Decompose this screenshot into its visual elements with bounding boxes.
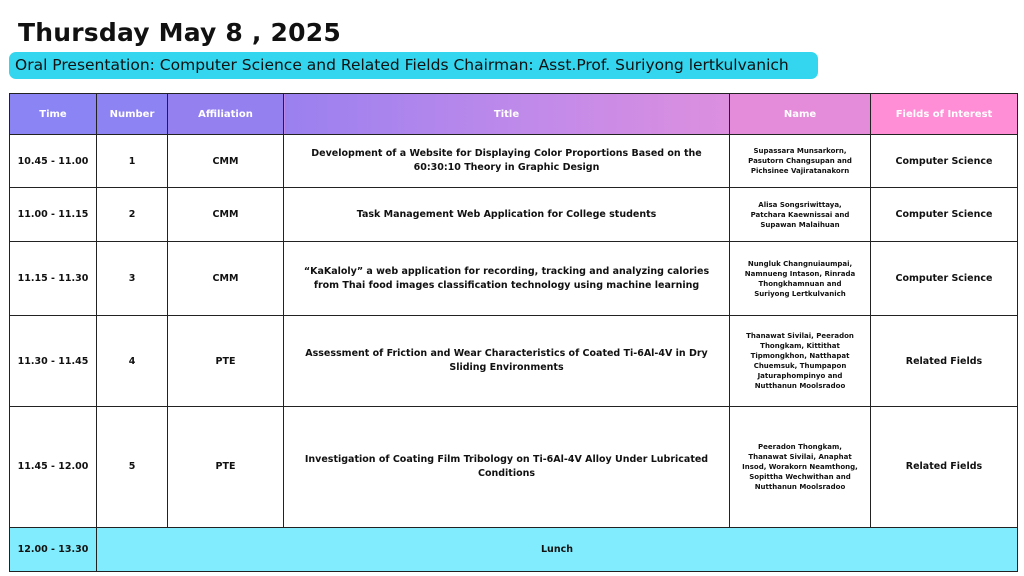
column-header-time: Time [10, 94, 97, 135]
row-affiliation: CMM [168, 242, 284, 315]
table-row [10, 407, 1018, 528]
row-time: 11.30 - 11.45 [10, 315, 97, 406]
lunch-label: Lunch [97, 527, 1018, 571]
row-number: 3 [97, 242, 168, 315]
column-header-title: Title [284, 94, 730, 135]
row-title: Assessment of Friction and Wear Characteristics of Coated Ti-6Al-4V in Dry Sliding Environments [284, 315, 730, 406]
row-name: Thanawat Sivilai, Peeradon Thongkam, Kittithat Tipmongkhon, Natthapat Chuemsuk, Thumpapon Jaturaphompinyo and Nutthanun Moolsradoo [730, 315, 871, 406]
schedule-table [9, 93, 1018, 572]
row-title: Investigation of Coating Film Tribology on Ti-6Al-4V Alloy Under Lubricated Conditions [284, 407, 730, 528]
column-header-name: Name [730, 94, 871, 135]
row-number: 2 [97, 188, 168, 242]
column-header-affiliation: Affiliation [168, 94, 284, 135]
row-number: 1 [97, 135, 168, 188]
row-field: Computer Science [871, 135, 1018, 188]
row-field: Computer Science [871, 242, 1018, 315]
table-row [10, 242, 1018, 315]
row-title: Task Management Web Application for College students [284, 188, 730, 242]
table-row [10, 315, 1018, 406]
lunch-row [10, 527, 1018, 571]
row-name: Nungluk Changnuiaumpai, Namnueng Intason, Rinrada Thongkhamnuan and Suriyong Lertkulvanich [730, 242, 871, 315]
column-header-number: Number [97, 94, 168, 135]
row-field: Related Fields [871, 315, 1018, 406]
row-title: “KaKaloly” a web application for recording, tracking and analyzing calories from Thai food images classification technology using machine learning [284, 242, 730, 315]
row-name: Peeradon Thongkam, Thanawat Sivilai, Anaphat Insod, Worakorn Neamthong, Sopittha Wechwithan and Nutthanun Moolsradoo [730, 407, 871, 528]
row-affiliation: PTE [168, 407, 284, 528]
row-field: Related Fields [871, 407, 1018, 528]
row-number: 5 [97, 407, 168, 528]
row-affiliation: CMM [168, 188, 284, 242]
table-header-row [10, 94, 1018, 135]
row-time: 11.15 - 11.30 [10, 242, 97, 315]
row-time: 11.45 - 12.00 [10, 407, 97, 528]
row-affiliation: PTE [168, 315, 284, 406]
lunch-time: 12.00 - 13.30 [10, 527, 97, 571]
row-name: Alisa Songsriwittaya, Patchara Kaewnissai and Supawan Malaihuan [730, 188, 871, 242]
row-name: Supassara Munsarkorn, Pasutorn Changsupan and Pichsinee Vajiratanakorn [730, 135, 871, 188]
row-number: 4 [97, 315, 168, 406]
row-time: 11.00 - 11.15 [10, 188, 97, 242]
date-heading: Thursday May 8 , 2025 [18, 18, 341, 47]
row-time: 10.45 - 11.00 [10, 135, 97, 188]
row-title: Development of a Website for Displaying Color Proportions Based on the 60:30:10 Theory in Graphic Design [284, 135, 730, 188]
session-banner: Oral Presentation: Computer Science and Related Fields Chairman: Asst.Prof. Suriyong lertkulvanich [9, 52, 818, 79]
row-affiliation: CMM [168, 135, 284, 188]
row-field: Computer Science [871, 188, 1018, 242]
column-header-fields: Fields of Interest [871, 94, 1018, 135]
table-row [10, 188, 1018, 242]
table-row [10, 135, 1018, 188]
